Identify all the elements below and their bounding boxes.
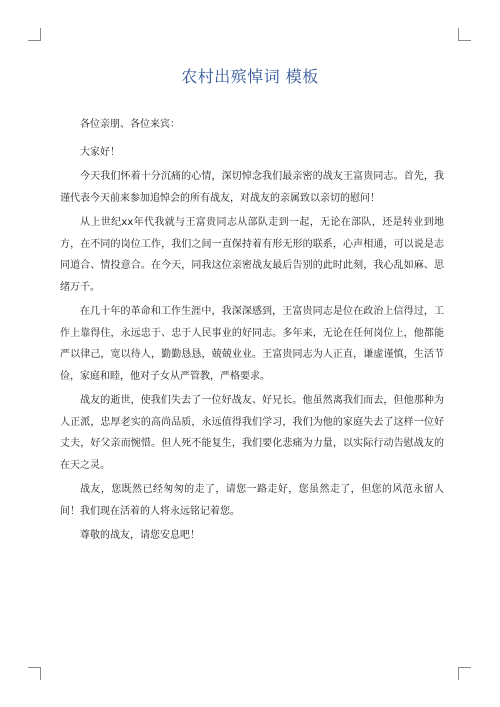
crop-mark-bottom-left	[28, 667, 41, 680]
paragraph-opening: 今天我们怀着十分沉痛的心情，深切悼念我们最亲密的战友王富贵同志。首先，我谨代表今天前来参加追悼会的所有战友，对战友的亲属致以亲切的慰问！	[60, 171, 444, 204]
document-title: 农村出殡悼词 模板	[181, 67, 319, 86]
paragraph-farewell: 战友，您既然已经匆匆的走了，请您一路走好，您虽然走了，但您的风范永留人间！我们现在活着的人将永远铭记着您。	[60, 484, 444, 517]
document-body	[60, 114, 444, 550]
paragraph-history: 从上世纪xx年代我就与王富贵同志从部队走到一起，无论在部队，还是转业到地方，在不同的岗位工作，我们之间一直保持着有形无形的联系，心声相通，可以说是志同道合、情投意合。在今天，同我这位亲密战友最后告别的此时此刻，我心乱如麻、思绪万千。	[60, 217, 444, 293]
crop-mark-bottom-right	[458, 667, 471, 680]
paragraph-salutation: 各位亲朋、各位来宾：	[80, 119, 180, 130]
paragraph-closing: 尊敬的战友，请您安息吧！	[80, 530, 200, 541]
paragraph-career: 在几十年的革命和工作生涯中，我深深感到，王富贵同志是位在政治上信得过，工作上靠得住，永远忠于、忠于人民事业的好同志。多年来，无论在任何岗位上，他都能严以律己，宽以待人，勤勤恳恳，兢兢业业。王富贵同志为人正直，谦虚谨慎，生活节俭，家庭和睦，他对子女从严管教，严格要求。	[60, 306, 444, 382]
crop-mark-top-right	[458, 28, 471, 41]
crop-mark-top-left	[28, 28, 41, 41]
paragraph-loss: 战友的逝世，使我们失去了一位好战友、好兄长。他虽然离我们而去，但他那种为人正派，忠厚老实的高尚品质，永远值得我们学习，我们为他的家庭失去了这样一位好丈夫，好父亲而惋惜。但人死不能复生，我们要化悲痛为力量，以实际行动告慰战友的在天之灵。	[60, 395, 444, 471]
paragraph-greeting: 大家好！	[80, 146, 120, 158]
